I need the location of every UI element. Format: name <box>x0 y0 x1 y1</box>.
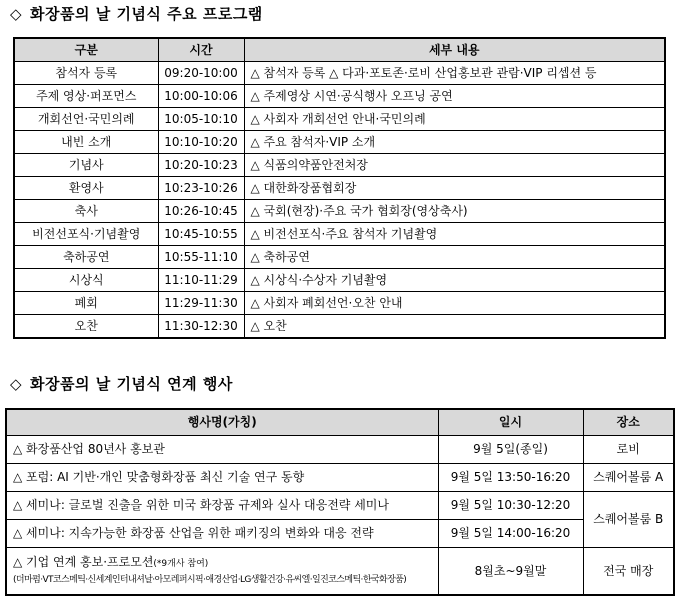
row-detail: △ 사회자 폐회선언·오찬 안내 <box>244 292 665 315</box>
event-name: △ 기업 연계 홍보·프로모션 <box>13 555 154 569</box>
table-row <box>14 200 665 223</box>
row-category: 개회선언·국민의례 <box>14 108 158 131</box>
row-detail: △ 참석자 등록 △ 다과·포토존·로비 산업홍보관 관람·VIP 리셉션 등 <box>244 62 665 85</box>
event-place: 로비 <box>583 436 674 464</box>
event-datetime: 9월 5일 10:30-12:20 <box>438 492 583 520</box>
table-row <box>14 292 665 315</box>
header-event-name: 행사명(가칭) <box>6 409 438 436</box>
table-header-row <box>6 409 674 436</box>
row-category: 시상식 <box>14 269 158 292</box>
header-datetime: 일시 <box>438 409 583 436</box>
related-events-table <box>5 408 675 596</box>
section-1-title: 화장품의 날 기념식 주요 프로그램 <box>30 5 263 23</box>
table-row <box>6 520 674 548</box>
event-datetime: 9월 5일 13:50-16:20 <box>438 464 583 492</box>
event-name: △ 세미나: 지속가능한 화장품 산업을 위한 패키징의 변화와 대응 전략 <box>6 520 438 548</box>
row-time: 10:10-10:20 <box>158 131 244 154</box>
table-header-row <box>14 38 665 62</box>
event-participants-note: (더마펌·VT코스메틱·신세계인터내셔날·아모레퍼시픽·애경산업·LG생활건강·유씨엘·일진코스메틱·한국화장품) <box>13 575 407 585</box>
row-time: 09:20-10:00 <box>158 62 244 85</box>
event-place: 전국 매장 <box>583 548 674 596</box>
row-time: 10:23-10:26 <box>158 177 244 200</box>
row-time: 11:10-11:29 <box>158 269 244 292</box>
event-datetime: 8월초~9월말 <box>438 548 583 596</box>
row-category: 환영사 <box>14 177 158 200</box>
row-category: 축하공연 <box>14 246 158 269</box>
event-name-sub: (*9개사 참여) <box>153 559 209 569</box>
row-time: 10:45-10:55 <box>158 223 244 246</box>
event-datetime: 9월 5일(종일) <box>438 436 583 464</box>
event-place: 스퀘어볼룸 A <box>583 464 674 492</box>
table-row <box>6 548 674 596</box>
row-detail: △ 오찬 <box>244 315 665 339</box>
table-row <box>14 269 665 292</box>
row-detail: △ 국회(현장)·주요 국가 협회장(영상축사) <box>244 200 665 223</box>
table-row <box>14 315 665 339</box>
row-time: 10:26-10:45 <box>158 200 244 223</box>
header-time: 시간 <box>158 38 244 62</box>
section-2-title: 화장품의 날 기념식 연계 행사 <box>30 375 233 393</box>
row-detail: △ 대한화장품협회장 <box>244 177 665 200</box>
row-time: 10:05-10:10 <box>158 108 244 131</box>
table-row <box>14 131 665 154</box>
row-category: 비전선포식·기념촬영 <box>14 223 158 246</box>
row-category: 오찬 <box>14 315 158 339</box>
event-place: 스퀘어볼룸 B <box>583 492 674 548</box>
row-detail: △ 사회자 개회선언 안내·국민의례 <box>244 108 665 131</box>
diamond-icon: ◇ <box>10 375 23 393</box>
table-row <box>14 154 665 177</box>
table-row <box>14 85 665 108</box>
row-category: 폐회 <box>14 292 158 315</box>
row-detail: △ 축하공연 <box>244 246 665 269</box>
table-row <box>6 492 674 520</box>
section-2-heading <box>10 373 233 394</box>
header-category: 구분 <box>14 38 158 62</box>
table-row <box>14 177 665 200</box>
row-time: 11:30-12:30 <box>158 315 244 339</box>
row-category: 참석자 등록 <box>14 62 158 85</box>
event-name: △ 화장품산업 80년사 홍보관 <box>6 436 438 464</box>
row-category: 축사 <box>14 200 158 223</box>
event-name: △ 포럼: AI 기반·개인 맞춤형화장품 최신 기술 연구 동향 <box>6 464 438 492</box>
diamond-icon: ◇ <box>10 5 23 23</box>
header-place: 장소 <box>583 409 674 436</box>
row-category: 내빈 소개 <box>14 131 158 154</box>
header-detail: 세부 내용 <box>244 38 665 62</box>
row-detail: △ 식품의약품안전처장 <box>244 154 665 177</box>
table-row <box>14 246 665 269</box>
row-detail: △ 주제영상 시연·공식행사 오프닝 공연 <box>244 85 665 108</box>
row-category: 기념사 <box>14 154 158 177</box>
row-category: 주제 영상·퍼포먼스 <box>14 85 158 108</box>
row-time: 11:29-11:30 <box>158 292 244 315</box>
row-time: 10:55-11:10 <box>158 246 244 269</box>
program-table <box>13 37 666 339</box>
event-datetime: 9월 5일 14:00-16:20 <box>438 520 583 548</box>
row-detail: △ 시상식·수상자 기념촬영 <box>244 269 665 292</box>
row-detail: △ 주요 참석자·VIP 소개 <box>244 131 665 154</box>
event-name: △ 세미나: 글로벌 진출을 위한 미국 화장품 규제와 실사 대응전략 세미나 <box>6 492 438 520</box>
table-row <box>14 223 665 246</box>
section-1-heading <box>10 3 263 24</box>
row-time: 10:00-10:06 <box>158 85 244 108</box>
table-row <box>6 464 674 492</box>
row-time: 10:20-10:23 <box>158 154 244 177</box>
table-row <box>14 108 665 131</box>
table-row <box>6 436 674 464</box>
event-name-cell <box>6 548 438 596</box>
table-row <box>14 62 665 85</box>
row-detail: △ 비전선포식·주요 참석자 기념촬영 <box>244 223 665 246</box>
